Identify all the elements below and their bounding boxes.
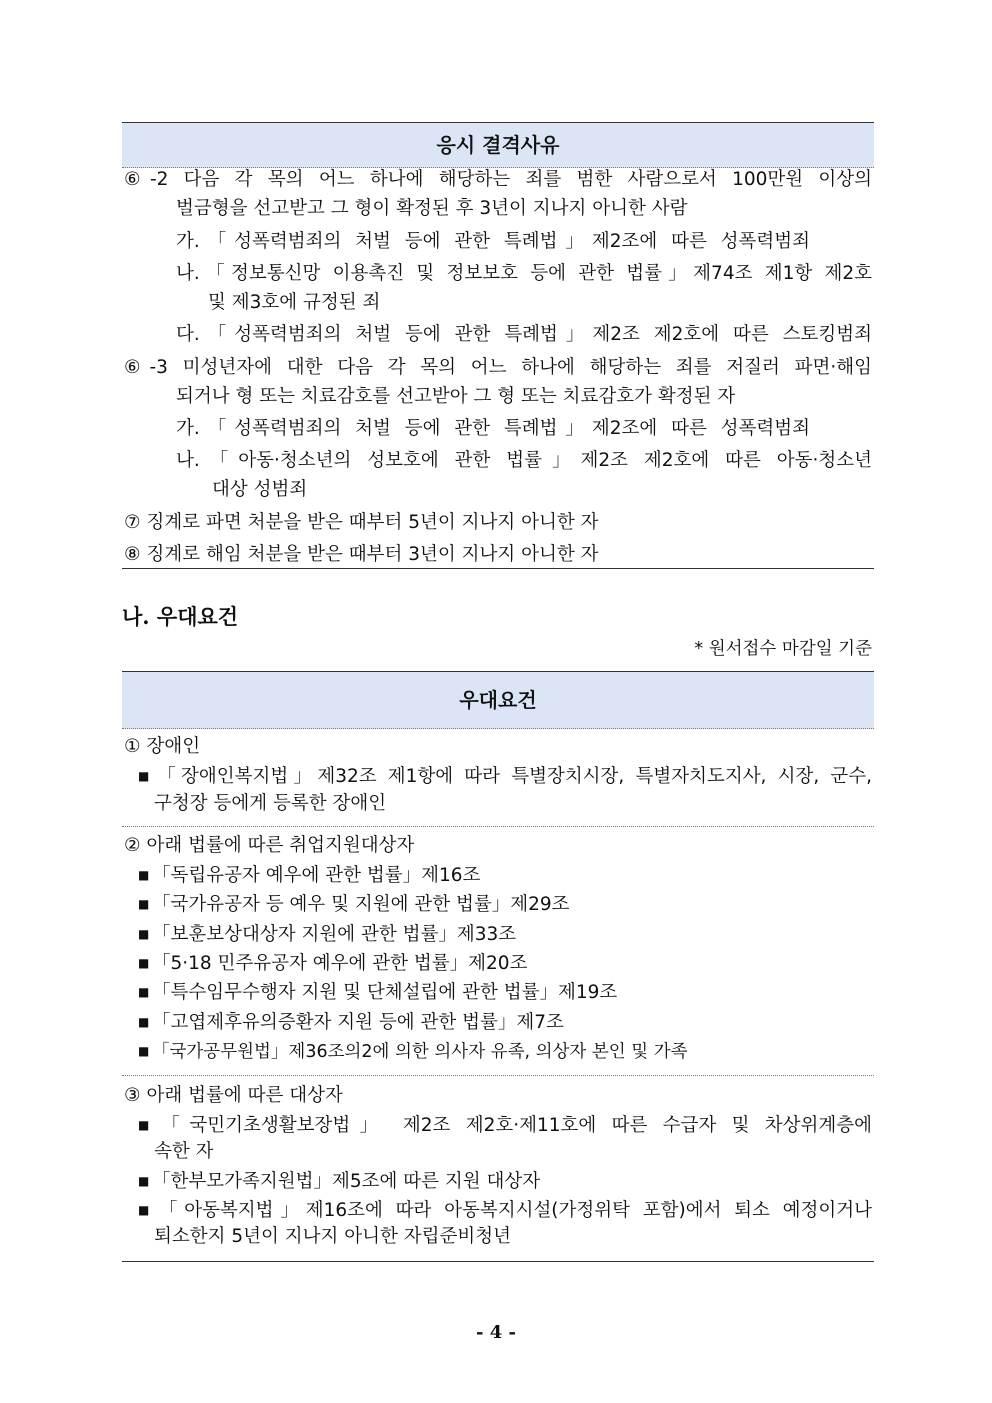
square-bullet-icon: ■ <box>138 897 150 911</box>
square-bullet-icon: ■ <box>138 1015 150 1029</box>
page-number: - 4 - <box>476 1322 516 1343</box>
table2-header: 우대요건 <box>122 671 874 729</box>
group-divider <box>122 1075 874 1076</box>
list-item: ■ 「고엽제후유의증환자 지원 등에 관한 법률」제7조 <box>138 1008 564 1037</box>
list-item: ■ 「장애인복지법」제32조 제1항에 따라 특별장치시장, 특별자치도지사, 시장, 군수, <box>138 762 872 791</box>
list-item: ■ 「독립유공자 예우에 관한 법률」제16조 <box>138 861 480 890</box>
text-line: ⑧ 징계로 해임 처분을 받은 때부터 3년이 지나지 아니한 자 <box>124 544 599 565</box>
square-bullet-icon: ■ <box>138 985 150 999</box>
square-bullet-icon: ■ <box>138 868 150 882</box>
text-line: ⑥-3 미성년자에 대한 다음 각 목의 어느 하나에 해당하는 죄를 저질러 파면·해임 <box>124 357 872 378</box>
table1-bottom-border <box>122 568 874 569</box>
list-item: ■ 「보훈보상대상자 지원에 관한 법률」제33조 <box>138 920 516 949</box>
section-note: * 원서접수 마감일 기준 <box>694 639 872 659</box>
text-line: 및 제3호에 규정된 죄 <box>208 292 381 313</box>
list-item: ■ 「국가유공자 등 예우 및 지원에 관한 법률」제29조 <box>138 890 570 919</box>
table1-header: 응시 결격사유 <box>122 122 874 168</box>
text-line: 나.「정보통신망 이용촉진 및 정보보호 등에 관한 법률」제74조 제1항 제2호 <box>176 263 872 284</box>
list-item: ■ 「국민기초생활보장법」 제2조 제2호·제11호에 따른 수급자 및 차상위계층에 <box>138 1111 872 1140</box>
square-bullet-icon: ■ <box>138 1044 150 1058</box>
section-title: 나. 우대요건 <box>122 604 239 629</box>
square-bullet-icon: ■ <box>138 769 150 783</box>
text-line: 대상 성범죄 <box>212 479 308 500</box>
text-line: 퇴소한지 5년이 지나지 아니한 자립준비청년 <box>154 1226 511 1247</box>
list-item: ■ 「한부모가족지원법」제5조에 따른 지원 대상자 <box>138 1167 540 1196</box>
text-line: 되거나 형 또는 치료감호를 선고받아 그 형 또는 치료감호가 확정된 자 <box>176 386 736 407</box>
text-line: 나.「아동·청소년의 성보호에 관한 법률」제2조 제2호에 따른 아동·청소년 <box>176 450 872 471</box>
group-title: ② 아래 법률에 따른 취업지원대상자 <box>124 835 415 856</box>
text-line: 가.「성폭력범죄의 처벌 등에 관한 특례법」제2조에 따른 성폭력범죄 <box>176 231 810 252</box>
square-bullet-icon: ■ <box>138 1203 150 1217</box>
square-bullet-icon: ■ <box>138 1118 150 1132</box>
text-line: 가.「성폭력범죄의 처벌 등에 관한 특례법」제2조에 따른 성폭력범죄 <box>176 418 810 439</box>
text-line: ⑦ 징계로 파면 처분을 받은 때부터 5년이 지나지 아니한 자 <box>124 512 599 533</box>
square-bullet-icon: ■ <box>138 956 150 970</box>
text-line: ⑥-2 다음 각 목의 어느 하나에 해당하는 죄를 범한 사람으로서 100만원 이상의 <box>124 169 872 190</box>
group-title: ③ 아래 법률에 따른 대상자 <box>124 1085 343 1106</box>
text-line: 속한 자 <box>154 1141 214 1162</box>
square-bullet-icon: ■ <box>138 927 150 941</box>
list-item: ■ 「5·18 민주유공자 예우에 관한 법률」제20조 <box>138 949 527 978</box>
list-item: ■ 「아동복지법」제16조에 따라 아동복지시설(가정위탁 포함)에서 퇴소 예정이거나 <box>138 1196 872 1225</box>
list-item: ■ 「국가공무원법」제36조의2에 의한 의사자 유족, 의상자 본인 및 가족 <box>138 1037 688 1066</box>
text-line: 구청장 등에게 등록한 장애인 <box>154 793 387 814</box>
group-divider <box>122 826 874 827</box>
square-bullet-icon: ■ <box>138 1174 150 1188</box>
list-item: ■ 「특수임무수행자 지원 및 단체설립에 관한 법률」제19조 <box>138 978 617 1007</box>
table2-bottom-border <box>122 1261 874 1262</box>
text-line: 벌금형을 선고받고 그 형이 확정된 후 3년이 지나지 아니한 사람 <box>176 198 688 219</box>
group-title: ① 장애인 <box>124 736 201 757</box>
text-line: 다.「성폭력범죄의 처벌 등에 관한 특례법」제2조 제2호에 따른 스토킹범죄 <box>176 324 872 345</box>
